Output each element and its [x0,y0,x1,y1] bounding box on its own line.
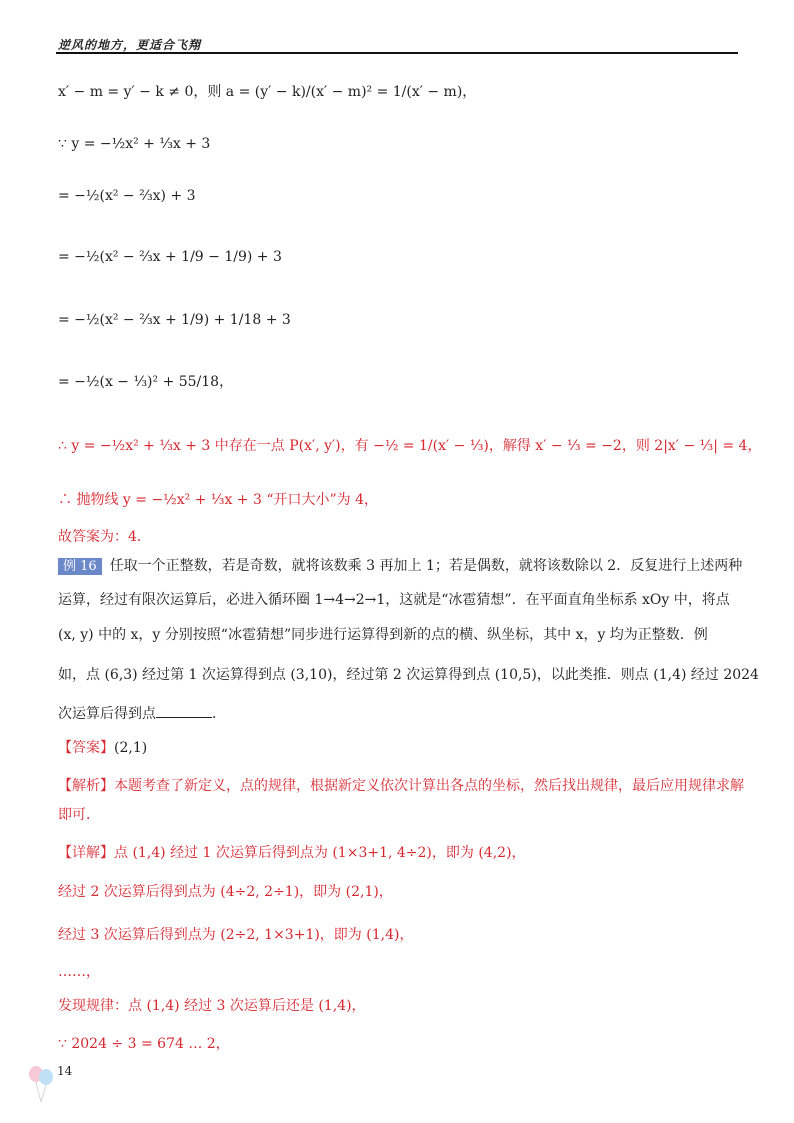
final-answer-line: 故答案为：4． [58,529,151,545]
solution-line: = −½(x² − ⅔x + 1/9 − 1/9) + 3 [58,249,282,265]
example-question-line: 运算，经过有限次运算后，必进入循环圈 1→4→2→1，这就是“冰雹猜想”．在平面直角坐标系 xOy 中，将点 [58,592,730,608]
detail-line: 经过 3 次运算后得到点为 (2÷2, 1×3+1)，即为 (1,4)， [58,927,414,943]
solution-line: ∴ y = −½x² + ⅓x + 3 中存在一点 P(x′, y′)，有 −½ = 1/(x′ − ⅓)，解得 x′ − ⅓ = −2，则 2|x′ − ⅓| = 4， [58,438,762,454]
solution-line: = −½(x² − ⅔x) + 3 [58,188,196,204]
example-question: 例 16 任取一个正整数，若是奇数，就将该数乘 3 再加上 1；若是偶数，就将该数除以 2．反复进行上述两种 [58,556,742,577]
example-question-line: 如，点 (6,3) 经过第 1 次运算得到点 (3,10)，经过第 2 次运算得到点 (10,5)，以此类推．则点 (1,4) 经过 2024 [58,667,759,683]
solution-line: ∵ y = −½x² + ⅓x + 3 [58,136,211,152]
header-slogan: 逆风的地方，更适合飞翔 [58,38,202,52]
analysis-line: 即可． [58,807,100,823]
analysis-label: 【解析】 [58,778,114,794]
answer-blank [156,703,212,718]
header-rule [56,52,738,54]
detail-line: ……， [58,964,100,980]
balloons-icon [27,1064,57,1104]
analysis-line: 【解析】本题考查了新定义，点的规律，根据新定义依次计算出各点的坐标，然后找出规律，最后应用规律求解 [58,778,744,794]
detail-line: 【详解】点 (1,4) 经过 1 次运算后得到点为 (1×3+1, 4÷2)，即为 (4,2)， [58,845,526,861]
answer-line: 【答案】(2,1) [58,740,148,756]
solution-line: x′ − m = y′ − k ≠ 0，则 a = (y′ − k)/(x′ − m)² = 1/(x′ − m)， [58,84,477,100]
detail-label: 【详解】 [58,845,114,861]
example-question-line: 次运算后得到点 ． [58,703,226,724]
solution-line: ∴ 抛物线 y = −½x² + ⅓x + 3 “开口大小”为 4， [58,492,379,508]
solution-line: = −½(x − ⅓)² + 55/18， [58,374,234,390]
detail-line: 经过 2 次运算后得到点为 (4÷2, 2÷1)，即为 (2,1)， [58,884,393,900]
answer-label: 【答案】 [58,740,114,756]
page-number: 14 [57,1064,73,1078]
detail-line: 发现规律：点 (1,4) 经过 3 次运算后还是 (1,4)， [58,998,366,1014]
example-question-line: (x, y) 中的 x，y 分别按照“冰雹猜想”同步进行运算得到新的点的横、纵坐标，其中 x，y 均为正整数．例 [58,627,708,643]
solution-line: = −½(x² − ⅔x + 1/9) + 1/18 + 3 [58,312,291,328]
detail-line: ∵ 2024 ÷ 3 = 674 … 2， [58,1036,230,1052]
example-tag: 例 16 [58,558,102,575]
